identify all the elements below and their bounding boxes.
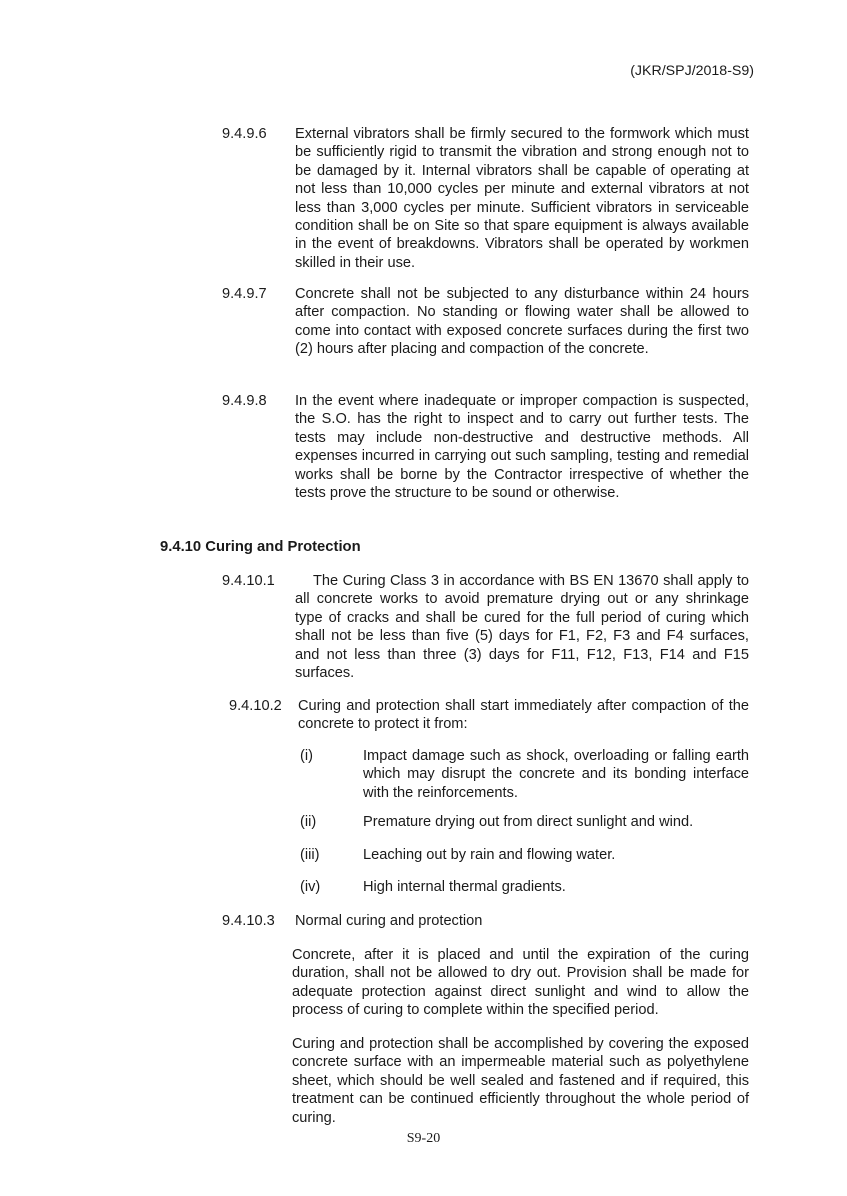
- clause-body: The Curing Class 3 in accordance with BS EN 13670 shall apply to all concrete works to avoid premature drying out or any shrinkage type of cracks and shall be cured for the full period of curing which shall not be less than five (5) days for F1, F2, F3 and F4 surfaces, and not less than three (3) days for F11, F12, F13, F14 and F15 surfaces.: [295, 573, 749, 682]
- clause-number: 9.4.10.3: [222, 913, 275, 929]
- list-item-label: (iii): [300, 847, 320, 863]
- clause-number: 9.4.9.6: [222, 126, 267, 142]
- list-item-label: (i): [300, 748, 313, 764]
- clause-text: [295, 572, 749, 682]
- list-item-text: Impact damage such as shock, overloading or falling earth which may disrupt the concrete and its bonding interface with the reinforcements.: [363, 748, 749, 801]
- clause-number: 9.4.9.7: [222, 286, 267, 302]
- clause-number: 9.4.10.2: [229, 698, 282, 714]
- section-number: 9.4.10: [160, 539, 202, 555]
- clause-text: Concrete shall not be subjected to any disturbance within 24 hours after compaction. No standing or flowing water shall be allowed to come into contact with exposed concrete surfaces during the first two (2) hours after placing and compaction of the concrete.: [295, 286, 749, 358]
- clause-number: 9.4.10.1: [222, 573, 275, 589]
- paragraph: Concrete, after it is placed and until the expiration of the curing duration, shall not be allowed to dry out. Provision shall be made for adequate protection against direct sunlight and wind to allow the process of curing to complete within the specified period.: [292, 947, 749, 1019]
- list-item-text: Premature drying out from direct sunlight and wind.: [363, 814, 694, 830]
- list-item-label: (ii): [300, 814, 317, 830]
- clause-text: In the event where inadequate or improper compaction is suspected, the S.O. has the right to inspect and to carry out further tests. The tests may include non-destructive and destructive methods. All expenses incurred in carrying out such sampling, testing and remedial works shall be borne by the Contractor irrespective of whether the tests prove the structure to be sound or otherwise.: [295, 393, 749, 502]
- clause-text: Curing and protection shall start immediately after compaction of the concrete to protect it from:: [298, 698, 749, 733]
- list-item-text: High internal thermal gradients.: [363, 879, 566, 895]
- list-item-text: Leaching out by rain and flowing water.: [363, 847, 616, 863]
- document-reference: (JKR/SPJ/2018-S9): [630, 63, 754, 79]
- clause-number: 9.4.9.8: [222, 393, 267, 409]
- list-item-label: (iv): [300, 879, 321, 895]
- section-heading: [160, 538, 361, 556]
- paragraph: Curing and protection shall be accomplished by covering the exposed concrete surface with an impermeable material such as polyethylene sheet, which should be well sealed and fastened and if required, this treatment can be continued efficiently throughout the whole period of curing.: [292, 1036, 749, 1126]
- page-number: S9-20: [406, 1131, 441, 1146]
- clause-title: Normal curing and protection: [295, 913, 483, 929]
- clause-text: External vibrators shall be firmly secured to the formwork which must be sufficiently rigid to transmit the vibration and strong enough not to be damaged by it. Internal vibrators shall be capable of operating at not less than 10,000 cycles per minute and external vibrators at not less than 3,000 cycles per minute. Sufficient vibrators in serviceable condition shall be on Site so that spare equipment is always available in the event of breakdowns. Vibrators shall be operated by workmen skilled in their use.: [295, 126, 749, 271]
- section-title: Curing and Protection: [205, 539, 361, 555]
